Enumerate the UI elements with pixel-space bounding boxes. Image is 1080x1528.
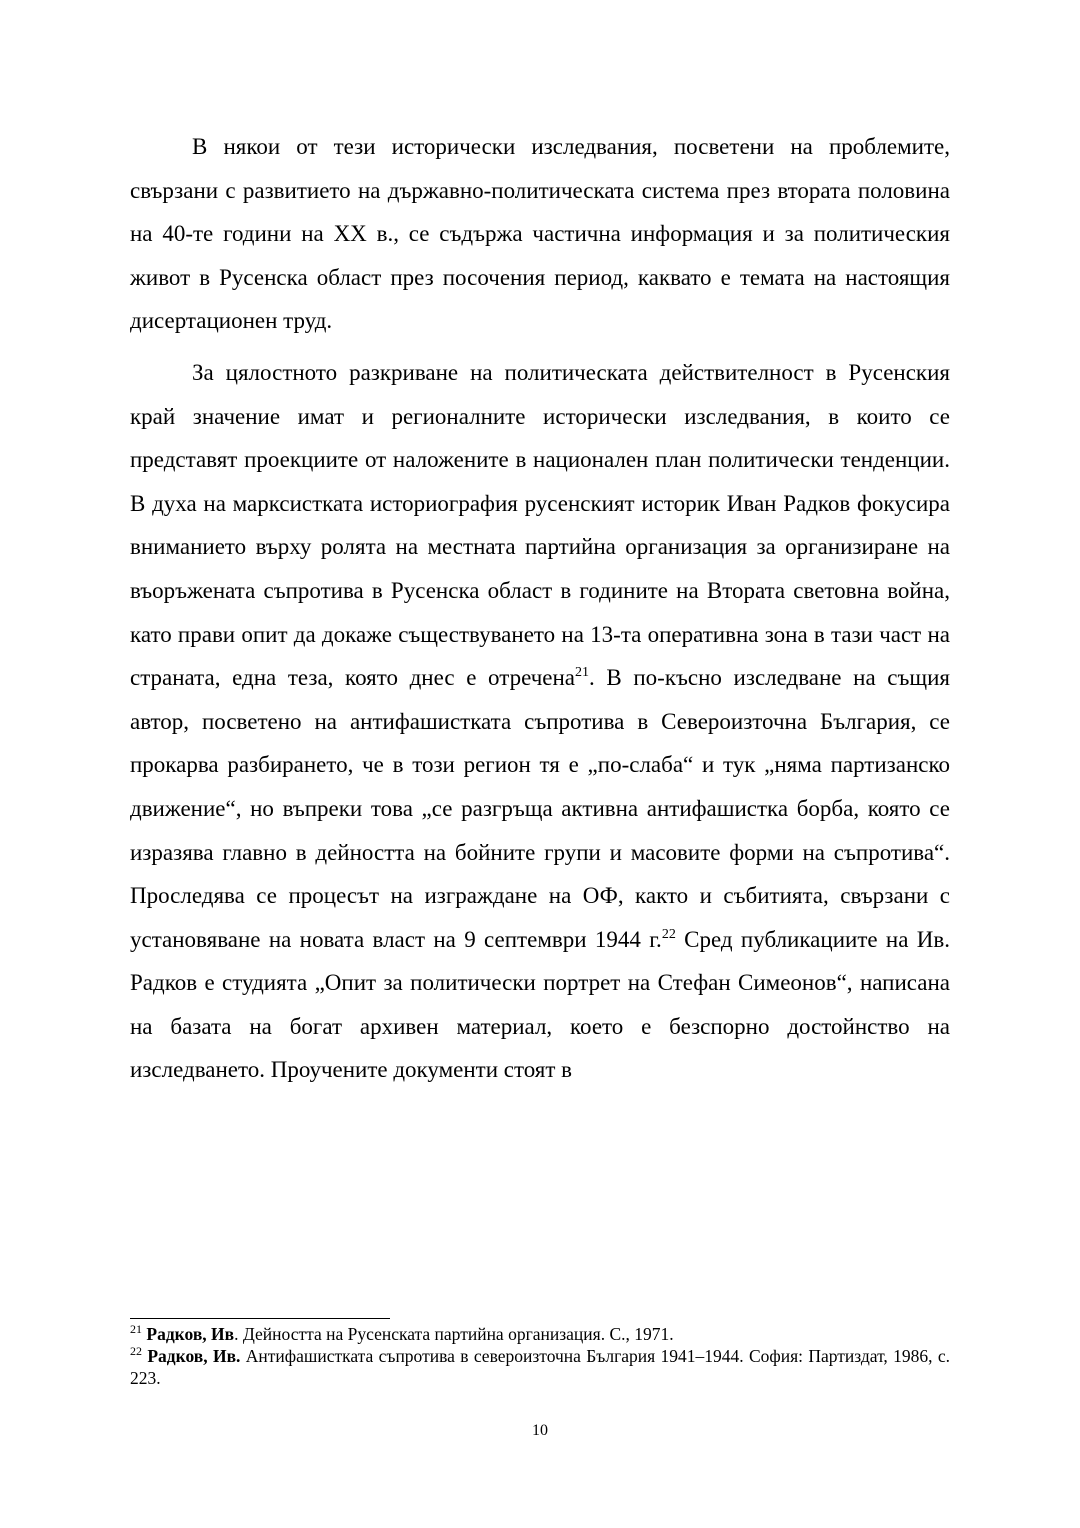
footnote-number: 21 [130,1322,142,1336]
footnote-separator [130,1318,390,1319]
paragraph-text: За цялостното разкриване на политическата действителност в Русенския край значение имат и регионалните исторически изследвания, в които се представят проекциите от наложените в национален план политически тенденции. В духа на марксистката историография русенският историк Иван Радков фокусира вниманието върху ролята на местната партийна организация за организиране на въоръжената съпротива в Русенска област в годините на Втората световна война, като прави опит да докаже съществуването на 13-та оперативна зона в тази част на страната, една теза, която днес е отречена [130,359,950,691]
paragraph-1 [130,125,950,343]
footnote-21 [130,1323,950,1345]
paragraph-text: . В по-късно изследване на същия автор, посветено на антифашистката съпротива в Североизточна България, се прокарва разбирането, че в този регион тя е „по-слаба“ и тук „няма партизанско движение“, но въпреки това „се разгръща активна антифашистка борба, която се изразява главно в дейността на бойните групи и масовите форми на съпротива“. Проследява се процесът на изграждане на ОФ, както и събитията, свързани с установяване на новата власт на 9 септември 1944 г. [130,665,950,952]
footnote-22 [130,1345,950,1389]
footnote-text: Антифашистката съпротива в североизточна България 1941–1944. София: Партиздат, 1986, с. 223. [130,1346,950,1388]
footnote-author: Радков, Ив [146,1324,235,1344]
paragraph-text: В някои от тези исторически изследвания, посветени на проблемите, свързани с развитието на държавно-политическата система през втората половина на 40-те години на XX в., се съдържа частична информация и за политическия живот в Русенска област през посочения период, каквато е темата на настоящия дисертационен труд. [130,134,950,334]
footnote-ref-22[interactable]: 22 [661,926,676,942]
body-text [130,125,950,1094]
footnotes [130,1323,950,1389]
page-number: 10 [532,1422,548,1439]
paragraph-2 [130,351,950,1092]
footnote-author: Радков, Ив. [147,1346,241,1366]
footnote-text: . Дейността на Русенската партийна организация. С., 1971. [234,1324,674,1344]
footnote-ref-21[interactable]: 21 [575,665,590,681]
footnote-number: 22 [130,1344,142,1358]
paragraph-text: Сред публикациите на Ив. Радков е студията „Опит за политически портрет на Стефан Симеонов“, написана на базата на богат архивен материал, което е безспорно достойнство на изследването. Проучените документи стоят в [130,926,950,1083]
